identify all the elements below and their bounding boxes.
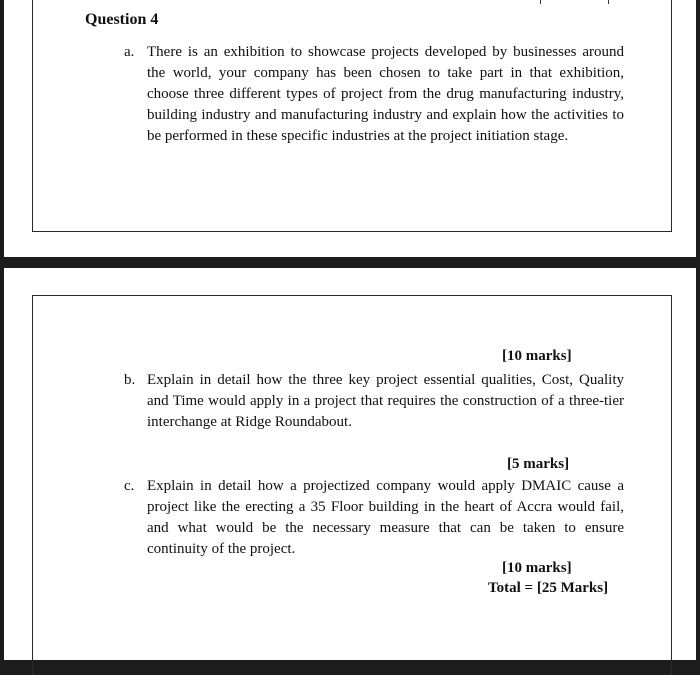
item-letter: c. [124, 478, 135, 494]
page-edge-tick [540, 0, 541, 4]
item-text: Explain in detail how a projectized company would apply DMAIC cause a project like the erecting a 35 Floor building in the heart of Accra would fail, and what would be the necessary measure that can be taken to ensure continuity of the project. [147, 478, 624, 557]
page-bottom [4, 268, 696, 660]
item-a-marks: [10 marks] [502, 348, 572, 364]
item-letter: b. [124, 372, 136, 388]
question-item-c [124, 476, 624, 560]
item-text: There is an exhibition to showcase projects developed by businesses around the world, your company has been chosen to take part in that exhibition, choose three different types of project from the drug manufacturing industry, building industry and manufacturing industry and explain how the activities to be performed in these specific industries at the project initiation stage. [147, 44, 624, 144]
item-c-marks: [10 marks] [502, 560, 572, 576]
item-b-marks: [5 marks] [507, 456, 570, 472]
item-letter: a. [124, 44, 135, 60]
question-heading: Question 4 [85, 11, 159, 28]
total-marks: Total = [25 Marks] [488, 580, 609, 596]
item-text: Explain in detail how the three key project essential qualities, Cost, Quality and Time would apply in a project that requires the construction of a three-tier interchange at Ridge Roundabout. [147, 372, 624, 430]
page-edge-tick [608, 0, 609, 4]
question-item-b [124, 370, 624, 433]
question-item-a [124, 42, 624, 147]
